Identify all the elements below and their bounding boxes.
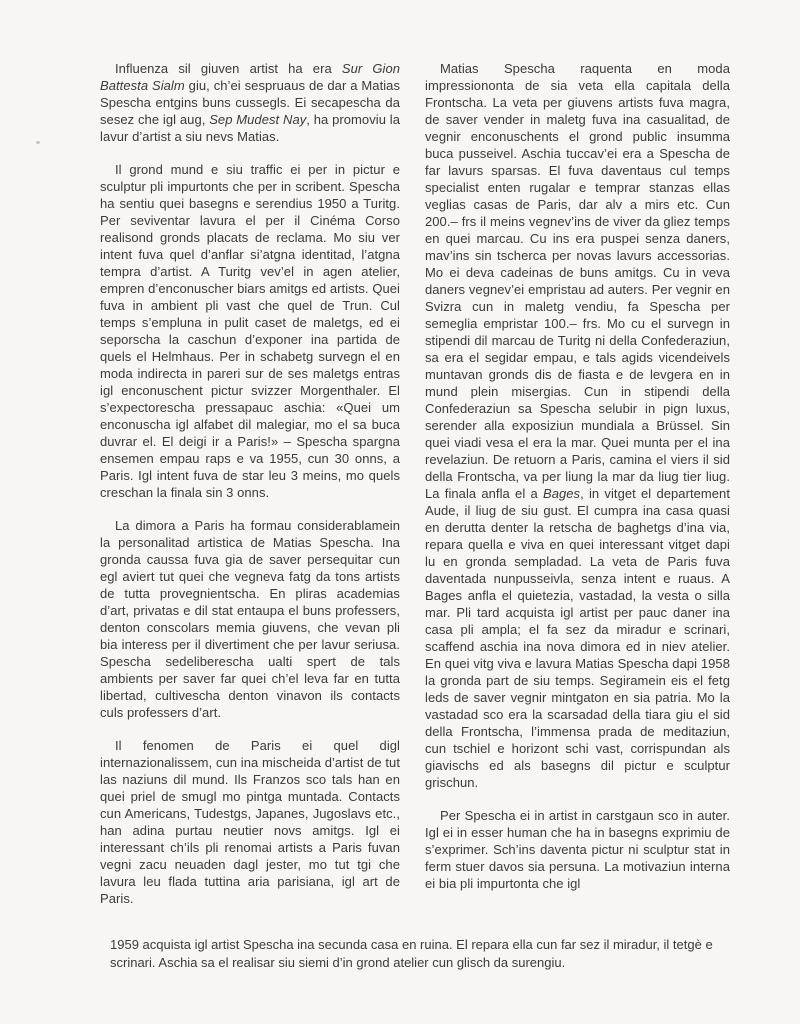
text-run: Per Spescha ei in artist in carstgaun sco in auter. Igl ei in esser human che ha in basegns exprimiu de s’exprimer. Sch’ins daventa pictur ni sculptur stat in ferm stuer davos sia persuna. La motivaziun interna ei bia pli impurtonta che igl (425, 808, 730, 891)
footnote-caption: 1959 acquista igl artist Spescha ina secunda casa en ruina. El repara ella cun far sez il miradur, il tetgè e scrinari. Aschia sa el realisar siu siemi d’in grond atelier cun glisch da surengiu. (110, 937, 713, 970)
left-column (100, 60, 400, 907)
italic-text-run: Sur Gion Battesta Sialm (100, 61, 401, 93)
text-columns (100, 60, 730, 907)
text-run: La dimora a Paris ha formau considerablamein la personalitad artistica de Matias Spescha. Ina gronda caussa fuva gia de saver persequitar cun egl aviert tut quei che vegneva fatg da tons artists de tutta provegnientscha. En pliras academias d’art, privatas e dil stat entaupa el buns professers, denton conscolars memia giuvens, che vevan pli bia interess per il divertiment che per lavur seriusa. Spescha sedeliberescha ualti spert de tals ambients per saver far quei ch’el leva far en tutta libertad, cultivescha denton vinavon ils contacts culs professers d’art. (100, 518, 400, 720)
italic-text-run: Bages (542, 486, 581, 501)
paragraph (425, 60, 730, 791)
text-run: Il fenomen de Paris ei quel digl internazionalissem, cun ina mischeida d’artist de tut las naziuns dil mund. Ils Franzos sco tals han en quei priel de smugl mo pintga muntada. Contacts cun Americans, Tudestgs, Japanes, Jugoslavs etc., han adina purtau neutier novs amitgs. Igl ei interessant ch’ils pli renomai artists a Paris fuvan vegni zacu neuaden dagl jester, mo tut tgi che lavura leu flada tuttina aria parisiana, igl art de Paris. (100, 738, 400, 906)
paragraph (100, 60, 400, 145)
paragraph (100, 161, 400, 501)
paragraph (100, 517, 400, 721)
paragraph (100, 737, 400, 907)
text-run: , ha promoviu la lavur d’artist a siu nevs Matias. (100, 112, 400, 144)
text-run: , in vitget el departement Aude, il liug de siu gust. El cumpra ina casa quasi en derutta denter la retscha de baghetgs d’ina via, repara quella e viva en quei interessant vitget dapi lu en gronda sempladad. La veta de Paris fuva daventada nunpusseivla, senza intent e ruaus. A Bages anfla el quietezia, vastadad, la vesta o silla mar. Pli tard acquista igl artist per pauc daner ina casa pli ampla; el fa sez da miradur e scrinari, scaffend aschia ina nova dimora ed in niev atelier. En quei vitg viva e lavura Matias Spescha dapi 1958 la gronda part de siu temps. Segiramein eis el fetg leds de saver vegnir mintgaton en sia patria. Mo la vastadad sco era la scarsadad della tiara giu el sid della Frontscha, l’immensa prada de meditaziun, cun tschiel e horizont schi vast, corrispundan als giavischs ed als basegns dil pictur e sculptur grischun. (425, 486, 730, 790)
text-run: Matias Spescha raquenta en moda impressiononta de sia veta ella capitala della Frontscha. La veta per giuvens artists fuva magra, de saver vender in maletg fuva ina casualitad, de vegnir enconuschents el grond public insumma buca pusseivel. Aschia tuccav’ei era a Spescha de far lavurs sparsas. El fuva daventaus cul temps specialist enten rugalar e temprar stanzas ellas veglias casas de Paris, dar alv a mirs etc. Cun 200.– frs il meins vegnev’ins de viver da gliez temps en quei marcau. Cu ins era puspei senza daners, mav’ins sin tscherca per novas lavurs accessorias. Mo ei deva cadeinas de buns amitgs. Cu in veva daners vegnev’ei empristau ad auters. Per vegnir en Svizra cun in maletg vendiu, fa Spescha per semeglia empristar 100.– frs. Mo cu el survegn in stipendi dil marcau de Turitg ni della Confederaziun, sa era el segidar empau, e tals agids vicendeivels muntavan gronds dis de fiasta e de levgera en in mund plein misergias. Cun in stipendi della Confederaziun sa Spescha selubir in pign luxus, serender alla exposiziun mundiala a Brüssel. Sin quei viadi vesa el era la mar. Quei munta per el ina revelaziun. De retuorn a Paris, camina el viers il sid della Frontscha, va per liung la mar da liug tier liug. La finala anfla el a (425, 61, 730, 501)
paragraph (425, 807, 730, 892)
scan-artifact (36, 141, 40, 144)
text-run: giu, ch’ei sespruaus de dar a Matias Spescha entgins buns cussegls. Ei secapescha da sesez che igl aug, (100, 78, 401, 127)
right-column (425, 60, 730, 907)
italic-text-run: Sep Mudest Nay (209, 112, 307, 127)
text-run: Il grond mund e siu traffic ei per in pictur e sculptur pli impurtonts che per in scribent. Spescha ha sentiu quei basegns e serendius 1950 a Turitg. Per seviventar lavura el per il Cinéma Corso realisond gronds placats de reclama. Mo siu ver intent fuva quel d’anflar si’atgna identitad, l’atgna tempra d’artist. A Turitg vev’el in agen atelier, empren d’enconuscher biars amitgs ed artists. Quei fuva in ambient pli vast che quel de Trun. Cul temps s’empluna in pulit caset de maletgs, ed ei seporscha la caschun d’exponer ina partida de quels el Helmhaus. Per in schabetg survegn el en moda indirecta in pareri sur de ses maletgs entras igl enconuschent pictur svizzer Morgenthaler. El s’expectorescha pressapauc aschia: «Quei um enconuscha igl alfabet dil malegiar, mo el sa buca duvrar el. El deigi ir a Paris!» – Spescha spargna ensemen empau raps e va 1955, cun 30 onns, a Paris. Igl intent fuva de star leu 3 meins, mo quels creschan la finala sin 3 onns. (100, 162, 400, 500)
text-run: Influenza sil giuven artist ha era (115, 61, 342, 76)
